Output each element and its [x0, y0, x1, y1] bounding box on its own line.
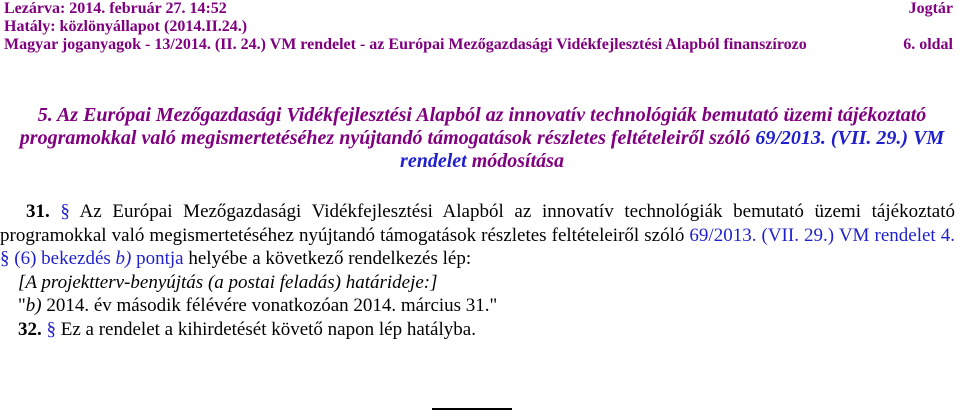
paragraph-31-tail: helyébe a következő rendelkezés lép:: [183, 248, 472, 269]
section-title: [14, 104, 950, 173]
closing-date: Lezárva: 2014. február 27. 14:52: [4, 0, 227, 17]
section-sign-link-32[interactable]: §: [46, 318, 56, 340]
section-number-31: 31.: [26, 201, 50, 222]
title-regulation-link[interactable]: 69/2013. (VII. 29.) VM rendelet: [400, 127, 945, 172]
page-number: 6. oldal: [903, 36, 953, 53]
regulation-link[interactable]: 69/2013. (VII. 29.) VM rendelet 4.: [689, 224, 955, 246]
header-row-3: [4, 36, 953, 54]
quoted-provision: [0, 294, 955, 318]
quote-point-b: b): [25, 295, 42, 316]
section-number-32: 32.: [18, 318, 42, 340]
effect-state: Hatály: közlönyállapot (2014.II.24.): [4, 18, 248, 35]
bracket-note: [A projektterv-benyújtás (a postai feladás) határideje:]: [18, 271, 438, 293]
paragraph-31-text: Az Európai Mezőgazdasági Vidékfejlesztési Alapból az innovatív technológiák bemutató üzemi tájékoztató programokkal való megismertetéséhez nyújtandó támogatások részletes feltételeiről szóló: [0, 201, 955, 246]
title-text-2: módosítása: [466, 150, 564, 172]
point-link[interactable]: pontja: [136, 248, 184, 269]
paragraph-31: [0, 200, 955, 271]
title-text-1: 5. Az Európai Mezőgazdasági Vidékfejlesztési Alapból az innovatív technológiák bemutató üzemi tájékoztató programokkal való megismertetéséhez nyújtandó támogatások részletes feltételeiről szóló: [19, 104, 927, 149]
paragraph-link[interactable]: § (6) bekezdés: [0, 248, 111, 269]
end-divider: [432, 408, 512, 410]
paragraph-32: [0, 318, 955, 342]
section-sign-link-31[interactable]: §: [60, 201, 70, 222]
document-title: Magyar joganyagok - 13/2014. (II. 24.) VM rendelet - az Európai Mezőgazdasági Vidékfejlesztési Alapból finanszírozo: [4, 36, 807, 53]
quote-text: 2014. év második félévére vonatkozóan 2014. március 31.": [41, 295, 498, 316]
jogtar-brand: Jogtár: [908, 0, 953, 17]
paragraph-32-text: Ez a rendelet a kihirdetését követő napon lép hatályba.: [56, 318, 476, 340]
quote-open: ": [18, 295, 26, 316]
point-b-link[interactable]: b): [115, 248, 132, 269]
document-body: [0, 200, 955, 341]
header-row-2: [4, 18, 953, 36]
header-row-1: [4, 0, 953, 18]
